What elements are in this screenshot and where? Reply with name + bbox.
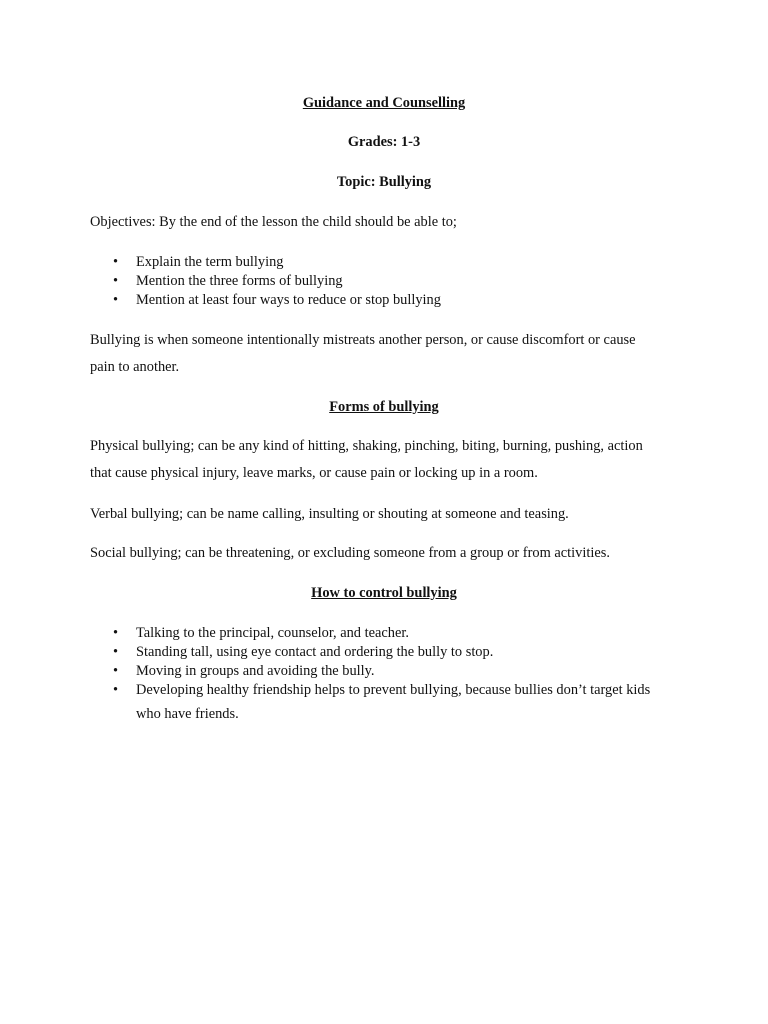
list-item-text: Mention at least four ways to reduce or stop bullying — [136, 292, 441, 308]
list-item-text: Talking to the principal, counselor, and teacher. — [136, 625, 409, 641]
bullet-icon: • — [113, 254, 119, 270]
bullet-icon: • — [113, 273, 119, 289]
definition-line: pain to another. — [90, 359, 180, 375]
list-item — [0, 291, 768, 310]
list-item-text: Mention the three forms of bullying — [136, 273, 343, 289]
paragraph-line: that cause physical injury, leave marks, or cause pain or locking up in a room. — [90, 465, 538, 481]
bullet-icon: • — [113, 644, 119, 660]
bullying-definition — [90, 327, 690, 381]
bullet-icon: • — [113, 625, 119, 641]
list-item — [0, 681, 768, 728]
bullet-icon: • — [113, 292, 119, 308]
topic-label: Topic: Bullying — [336, 174, 432, 190]
list-item-text: Developing healthy friendship helps to prevent bullying, because bullies don’t target kids — [136, 682, 651, 698]
list-item-text: who have friends. — [136, 706, 239, 722]
bullet-icon: • — [113, 663, 119, 679]
grades-label: Grades: 1-3 — [347, 134, 421, 150]
control-list — [0, 624, 768, 728]
forms-heading: Forms of bullying — [329, 399, 439, 415]
physical-bullying-paragraph — [90, 433, 690, 487]
list-item — [0, 643, 768, 662]
list-item-text: Explain the term bullying — [136, 254, 284, 270]
list-item — [0, 624, 768, 643]
document-title: Guidance and Counselling — [302, 95, 466, 111]
list-item-text: Moving in groups and avoiding the bully. — [136, 663, 375, 679]
list-item — [0, 272, 768, 291]
objectives-intro: Objectives: By the end of the lesson the child should be able to; — [90, 214, 457, 230]
objectives-list — [0, 253, 768, 310]
list-item — [0, 253, 768, 272]
control-heading: How to control bullying — [311, 585, 457, 601]
paragraph-line: Physical bullying; can be any kind of hitting, shaking, pinching, biting, burning, pushing, action — [90, 438, 643, 454]
verbal-bullying-paragraph: Verbal bullying; can be name calling, insulting or shouting at someone and teasing. — [90, 506, 569, 522]
bullet-icon: • — [113, 682, 119, 698]
list-item-text: Standing tall, using eye contact and ordering the bully to stop. — [136, 644, 494, 660]
social-bullying-paragraph: Social bullying; can be threatening, or excluding someone from a group or from activities. — [90, 545, 610, 561]
definition-line: Bullying is when someone intentionally mistreats another person, or cause discomfort or cause — [90, 332, 636, 348]
list-item — [0, 662, 768, 681]
